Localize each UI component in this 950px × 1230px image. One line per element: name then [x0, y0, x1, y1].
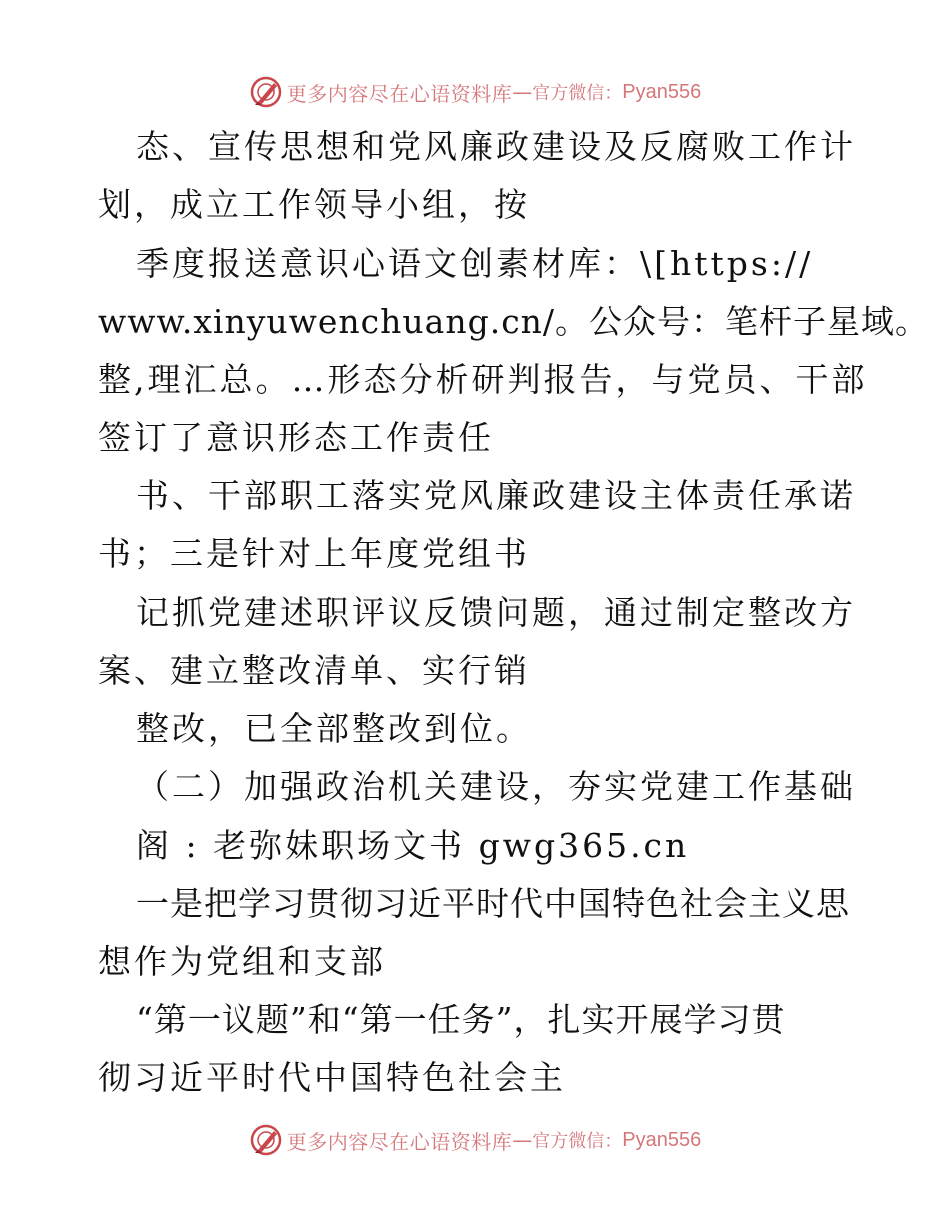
banner-title: 更多内容尽在心语资料库: [286, 1129, 513, 1154]
text-line: www.xinyuwenchuang.cn/。公众号：笔杆子星域。: [98, 302, 930, 341]
banner-wechat-id: Pyan556: [622, 80, 702, 103]
footer-banner: [0, 1120, 950, 1160]
text-line: 阁 : 老弥妹职场文书 gwg365.cn: [136, 826, 690, 865]
text-line: 整改，已全部整改到位。: [136, 709, 532, 748]
section-heading: （二）加强政治机关建设，夯实党建工作基础: [136, 767, 856, 806]
banner-wechat-id: Pyan556: [622, 1128, 702, 1151]
text-line: 态、宣传思想和党风廉政建设及反腐败工作计: [136, 127, 856, 166]
pen-logo-icon: [249, 1123, 283, 1157]
banner-title: 更多内容尽在心语资料库: [286, 81, 513, 106]
text-line: 彻习近平时代中国特色社会主: [98, 1058, 566, 1097]
banner-wechat-label: 官方微信：: [532, 83, 623, 104]
text-line: 一是把学习贯彻习近平时代中国特色社会主义思: [136, 884, 850, 923]
text-line: 季度报送意识心语文创素材库：\[https://: [136, 244, 814, 283]
banner-separator: —: [512, 80, 533, 104]
text-line: 记抓党建述职评议反馈问题，通过制定整改方: [136, 593, 856, 632]
text-line: 签订了意识形态工作责任: [98, 418, 494, 457]
text-line: 书、干部职工落实党风廉政建设主体责任承诺: [136, 476, 856, 515]
text-line: 划，成立工作领导小组，按: [98, 185, 530, 224]
text-line: 案、建立整改清单、实行销: [98, 651, 530, 690]
banner-wechat-label: 官方微信：: [532, 1131, 623, 1152]
text-line: 书；三是针对上年度党组书: [98, 534, 530, 573]
banner-separator: —: [512, 1128, 533, 1152]
text-line: “第一议题”和“第一任务”，扎实开展学习贯: [136, 1000, 786, 1039]
text-line: 想作为党组和支部: [98, 942, 386, 981]
text-line: 整,理汇总。…形态分析研判报告，与党员、干部: [98, 360, 868, 399]
